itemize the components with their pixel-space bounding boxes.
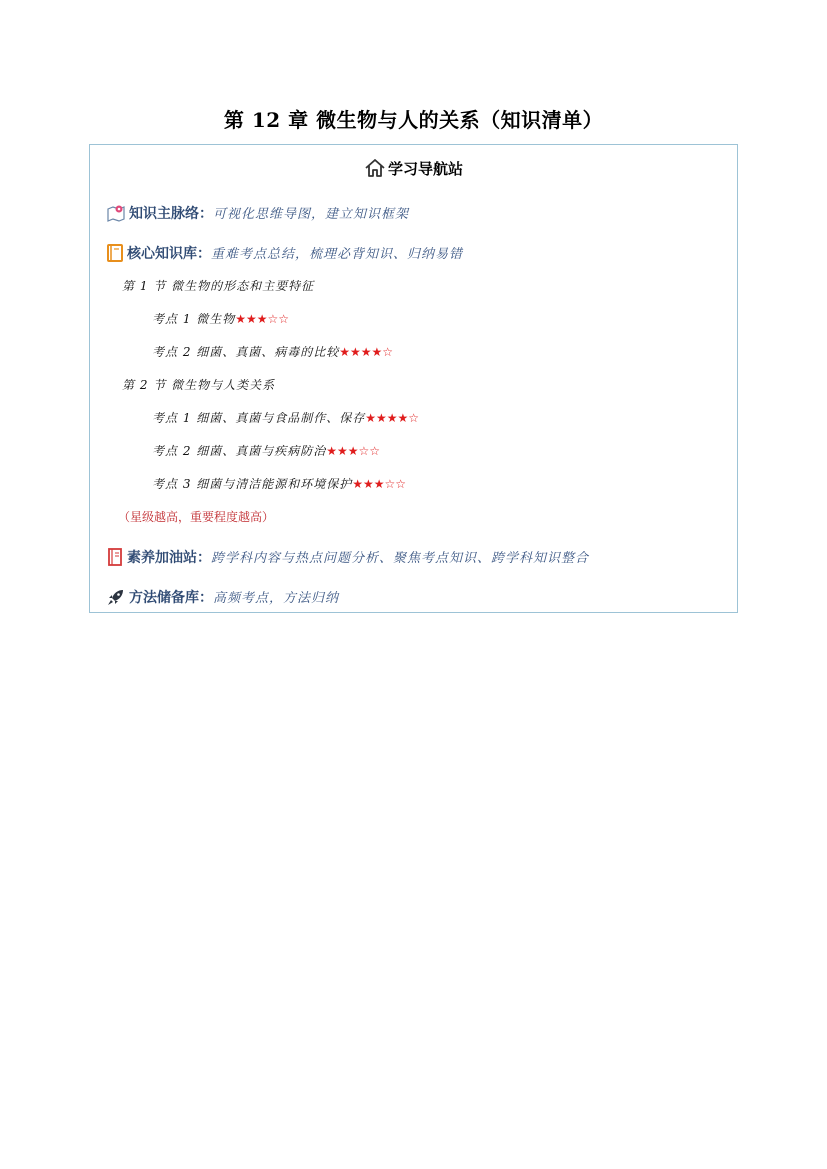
home-icon — [364, 157, 386, 186]
star-rating — [339, 345, 393, 359]
empty-stars: ☆☆ — [358, 444, 381, 458]
filled-stars: ★★★ — [326, 444, 359, 458]
page-title: 第 12 章 微生物与人的关系（知识清单） — [223, 108, 604, 132]
section-1-title: 第 1 节 微生物的形态和主要特征 — [122, 279, 315, 293]
point-text: 考点 2 细菌、真菌与疾病防治 — [152, 444, 327, 458]
method-row — [106, 585, 339, 614]
point-2-1 — [152, 407, 419, 429]
point-text: 考点 1 微生物 — [152, 312, 236, 326]
nav-heading-text: 学习导航站 — [387, 160, 463, 178]
core-row — [106, 241, 463, 270]
book-icon — [106, 243, 124, 270]
map-desc: 可视化思维导图，建立知识框架 — [213, 207, 410, 222]
star-rating — [352, 477, 406, 491]
filled-stars: ★★★★ — [365, 411, 409, 425]
empty-stars: ☆☆ — [384, 477, 407, 491]
map-pin-icon — [106, 203, 126, 230]
star-rating — [365, 411, 419, 425]
empty-stars: ☆☆ — [267, 312, 290, 326]
map-label: 知识主脉络： — [129, 206, 213, 222]
filled-stars: ★★★ — [235, 312, 268, 326]
literacy-label: 素养加油站： — [127, 550, 211, 566]
point-text: 考点 3 细菌与清洁能源和环境保护 — [152, 477, 353, 491]
filled-stars: ★★★ — [352, 477, 385, 491]
point-1-1 — [152, 308, 289, 330]
point-2-3 — [152, 473, 406, 495]
point-text: 考点 2 细菌、真菌、病毒的比较 — [152, 345, 340, 359]
learning-nav-panel — [89, 144, 738, 613]
point-1-2 — [152, 341, 393, 363]
map-row — [106, 201, 409, 230]
notebook-icon — [106, 547, 124, 574]
star-rating — [235, 312, 289, 326]
section-2-title: 第 2 节 微生物与人类关系 — [122, 378, 276, 392]
filled-stars: ★★★★ — [339, 345, 383, 359]
rocket-icon — [106, 587, 126, 614]
point-2-2 — [152, 440, 380, 462]
method-desc: 高频考点，方法归纳 — [213, 591, 340, 606]
core-desc: 重难考点总结，梳理必背知识、归纳易错 — [211, 247, 464, 262]
nav-heading — [90, 157, 737, 186]
empty-stars: ☆ — [408, 411, 420, 425]
literacy-desc: 跨学科内容与热点问题分析、聚焦考点知识、跨学科知识整合 — [211, 551, 590, 566]
empty-stars: ☆ — [382, 345, 394, 359]
point-text: 考点 1 细菌、真菌与食品制作、保存 — [152, 411, 366, 425]
star-note: （星级越高，重要程度越高） — [118, 510, 275, 524]
method-label: 方法储备库： — [129, 590, 213, 606]
core-label: 核心知识库： — [127, 246, 211, 262]
literacy-row — [106, 545, 589, 574]
star-rating — [326, 444, 380, 458]
